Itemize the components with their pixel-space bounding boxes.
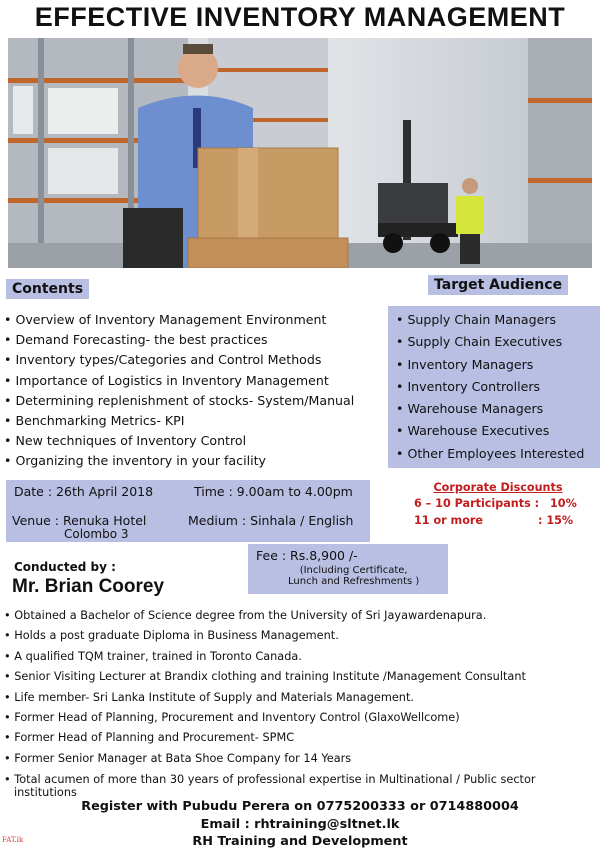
list-item: • Inventory Controllers xyxy=(396,376,600,398)
contents-heading: Contents xyxy=(6,279,89,299)
list-item: • Warehouse Executives xyxy=(396,420,600,442)
list-item: • Supply Chain Executives xyxy=(396,331,600,353)
fee-amount: Fee : Rs.8,900 /- xyxy=(256,548,358,563)
list-item: • Former Head of Planning and Procurement- SPMC xyxy=(4,728,600,748)
target-audience-panel xyxy=(388,306,600,468)
contact-footer xyxy=(0,798,600,851)
list-item: • Importance of Logistics in Inventory Management xyxy=(4,371,354,391)
contents-list xyxy=(4,310,354,472)
hero-image xyxy=(8,38,592,268)
discounts-heading: Corporate Discounts xyxy=(433,481,563,494)
page-title: EFFECTIVE INVENTORY MANAGEMENT xyxy=(34,2,566,32)
discount-row xyxy=(398,497,598,514)
discount-value: : 15% xyxy=(538,514,574,527)
list-item: • Total acumen of more than 30 years of professional expertise in Multinational / Public sector institutions xyxy=(4,773,600,799)
discount-label: 11 or more xyxy=(414,514,484,527)
fee-note-line: (Including Certificate, xyxy=(299,565,408,576)
list-item: • Obtained a Bachelor of Science degree from the University of Sri Jayawardenapura. xyxy=(4,606,600,626)
list-item: • Benchmarking Metrics- KPI xyxy=(4,411,354,431)
list-item: • Demand Forecasting- the best practices xyxy=(4,330,354,350)
event-details-panel xyxy=(6,480,370,542)
discount-row xyxy=(398,514,598,531)
discount-value: 10% xyxy=(550,497,577,510)
email-line: Email : rhtraining@sltnet.lk xyxy=(200,816,400,832)
organization-line: RH Training and Development xyxy=(192,834,408,849)
list-item: • New techniques of Inventory Control xyxy=(4,431,354,451)
list-item: • Former Head of Planning, Procurement and Inventory Control (GlaxoWellcome) xyxy=(4,708,600,728)
warehouse-photo xyxy=(8,38,592,268)
corporate-discounts xyxy=(398,481,598,531)
fee-note-line: Lunch and Refreshments ) xyxy=(288,576,420,587)
list-item: • Former Senior Manager at Bata Shoe Company for 14 Years xyxy=(4,749,600,769)
speaker-name: Mr. Brian Coorey xyxy=(12,576,165,597)
list-item: • Supply Chain Managers xyxy=(396,309,600,331)
list-item: • A qualified TQM trainer, trained in Toronto Canada. xyxy=(4,647,600,667)
list-item: • Life member- Sri Lanka Institute of Supply and Materials Management. xyxy=(4,688,600,708)
list-item: • Inventory types/Categories and Control Methods xyxy=(4,350,354,370)
fee-note xyxy=(288,565,419,587)
audience-list xyxy=(388,306,600,465)
register-line: Register with Pubudu Perera on 0775200333 or 0714880004 xyxy=(81,799,519,814)
watermark-logo: FAT.lk xyxy=(2,836,24,844)
list-item: • Organizing the inventory in your facility xyxy=(4,451,354,471)
list-item: • Inventory Managers xyxy=(396,354,600,376)
fee-panel xyxy=(248,544,448,594)
event-medium: Medium : Sinhala / English xyxy=(188,513,354,528)
list-item: • Warehouse Managers xyxy=(396,398,600,420)
target-audience-heading: Target Audience xyxy=(428,275,568,295)
list-item: • Determining replenishment of stocks- System/Manual xyxy=(4,391,354,411)
event-venue: Venue : Renuka Hotel xyxy=(12,513,147,528)
list-item: • Senior Visiting Lecturer at Brandix clothing and training Institute /Management Consultant xyxy=(4,667,600,687)
discount-label: 6 – 10 Participants : xyxy=(414,497,540,510)
event-venue-city: Colombo 3 xyxy=(64,527,129,541)
speaker-bio-list xyxy=(4,606,600,799)
event-date: Date : 26th April 2018 xyxy=(14,484,154,499)
event-time: Time : 9.00am to 4.00pm xyxy=(194,484,353,499)
list-item: • Holds a post graduate Diploma in Business Management. xyxy=(4,626,600,646)
conducted-by-label: Conducted by : xyxy=(14,560,116,574)
list-item: • Overview of Inventory Management Environment xyxy=(4,310,354,330)
list-item: • Other Employees Interested xyxy=(396,443,600,465)
